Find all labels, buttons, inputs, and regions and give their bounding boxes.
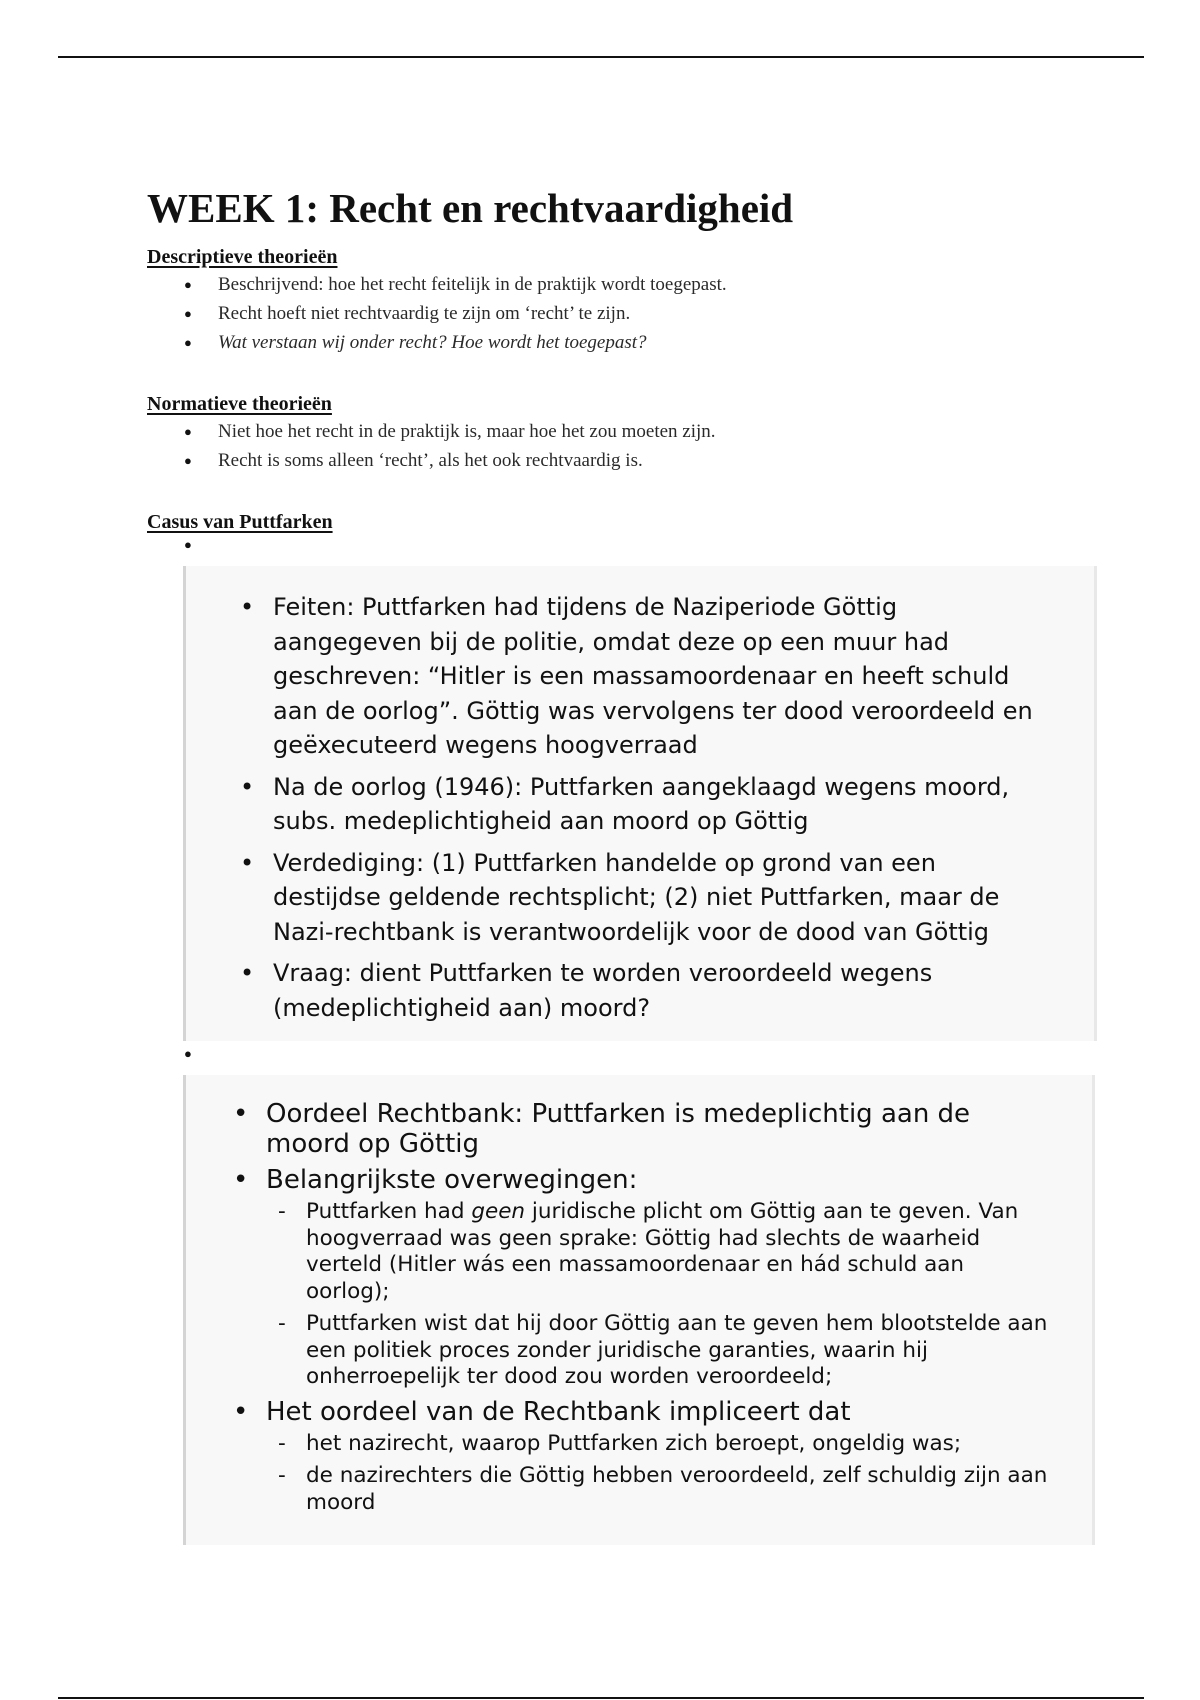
bottom-rule <box>58 1697 1144 1699</box>
slide-item-implicatie <box>231 1397 1051 1517</box>
implicatie-item: - het nazirecht, waarop Puttfarken zich beroept, ongeldig was; <box>266 1431 1051 1458</box>
descriptive-list <box>147 270 1097 357</box>
page-title: WEEK 1: Recht en rechtvaardigheid <box>147 185 794 231</box>
overweging-item: - Puttfarken wist dat hij door Göttig aan te geven hem blootstelde aan een politiek proces zonder juridische garanties, waarin hij onherroepelijk ter dood zou worden veroordeeld; <box>266 1311 1051 1391</box>
list-item: ● Wat verstaan wij onder recht? Hoe wordt het toegepast? <box>184 328 1097 357</box>
slide-item-feiten: • Feiten: Puttfarken had tijdens de Naziperiode Göttig aangegeven bij de politie, omdat deze op een muur had geschreven: “Hitler is een massamoordenaar en heeft schuld aan de oorlog”. Göttig was vervolgens ter dood veroordeeld en geëxecuteerd wegens hoogverraad <box>238 590 1038 763</box>
overwegingen-heading: Belangrijkste overwegingen: <box>266 1165 638 1195</box>
implicatie-heading: Het oordeel van de Rechtbank impliceert dat <box>266 1396 851 1427</box>
list-item: ● Beschrijvend: hoe het recht feitelijk in de praktijk wordt toegepast. <box>184 270 1097 299</box>
slide-item-vraag: • Vraag: dient Puttfarken te worden veroordeeld wegens (medeplichtigheid aan) moord? <box>238 956 1038 1025</box>
list-item: ● Recht hoeft niet rechtvaardig te zijn om ‘recht’ te zijn. <box>184 299 1097 328</box>
overwegingen-list <box>266 1199 1051 1391</box>
list-item: ● Recht is soms alleen ‘recht’, als het ook rechtvaardig is. <box>184 446 1097 475</box>
casus-slide-feiten <box>183 566 1097 1041</box>
document-body <box>147 180 1097 564</box>
list-item: ● Niet hoe het recht in de praktijk is, maar hoe het zou moeten zijn. <box>184 417 1097 446</box>
slide-item-oordeel: • Oordeel Rechtbank: Puttfarken is medeplichtig aan de moord op Göttig <box>231 1099 1051 1159</box>
slide-item-verdediging: • Verdediging: (1) Puttfarken handelde op grond van een destijdse geldende rechtsplicht; (2) niet Puttfarken, maar de Nazi-rechtbank is verantwoordelijk voor de dood van Göttig <box>238 846 1038 950</box>
top-rule <box>58 56 1144 58</box>
normative-heading: Normatieve theorieën <box>147 393 332 415</box>
normative-list <box>147 417 1097 475</box>
casus-slide-oordeel <box>183 1075 1095 1545</box>
implicatie-list <box>266 1431 1051 1517</box>
slide-item-overwegingen <box>231 1165 1051 1391</box>
descriptive-heading: Descriptieve theorieën <box>147 246 338 268</box>
implicatie-item: - de nazirechters die Göttig hebben veroordeeld, zelf schuldig zijn aan moord <box>266 1463 1051 1516</box>
overweging-item: - Puttfarken had geen juridische plicht om Göttig aan te geven. Van hoogverraad was geen sprake: Göttig had slechts de waarheid verteld (Hitler wás een massamoordenaar en hád schuld aan oorlog); <box>266 1199 1051 1305</box>
slide-item-na-de-oorlog: • Na de oorlog (1946): Puttfarken aangeklaagd wegens moord, subs. medeplichtigheid aan moord op Göttig <box>238 770 1038 839</box>
empty-bullet <box>184 535 1097 564</box>
casus-heading: Casus van Puttfarken <box>147 511 333 533</box>
